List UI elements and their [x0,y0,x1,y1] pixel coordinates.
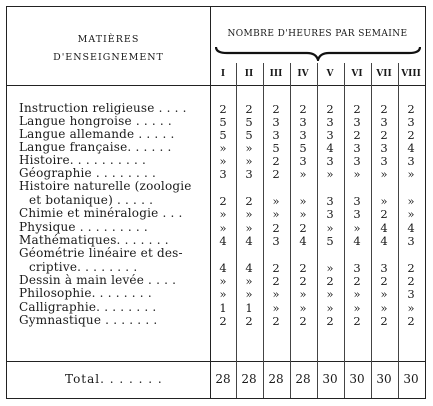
hours-cell: 3 [353,141,361,155]
hours-cell: » [299,194,307,208]
hours-cell: 4 [219,261,227,275]
hours-cell: 2 [380,128,388,142]
hours-cell: » [407,167,415,181]
hours-cell: 4 [219,234,227,248]
total-cell: 28 [268,372,284,386]
subject-label: Chimie et minéralogie . . . [19,206,183,220]
hours-cell: 2 [407,128,415,142]
hours-cell: 2 [272,274,280,288]
subject-label: Physique . . . . . . . . . [19,220,148,234]
hours-cell: » [272,301,280,315]
hours-cell: 3 [219,167,227,181]
hours-cell: » [245,141,253,155]
hours-cell: 4 [299,234,307,248]
hours-cell: » [245,154,253,168]
hours-cell: 2 [245,194,253,208]
hours-cell: 2 [407,314,415,328]
hours-cell: » [272,287,280,301]
total-cell: 30 [403,372,419,386]
hours-cell: 2 [219,314,227,328]
hours-cell: 3 [353,115,361,129]
hours-cell: 3 [326,115,334,129]
hours-cell: 5 [272,141,280,155]
total-divider [7,361,425,362]
subject-label: Histoire. . . . . . . . . . [19,153,147,167]
grade-header-4: IV [297,69,309,79]
hours-header-title: NOMBRE D'HEURES PAR SEMAINE [227,29,408,39]
hours-cell: 2 [272,154,280,168]
hours-cell: » [219,274,227,288]
hours-cell: 2 [299,261,307,275]
hours-cell: 2 [380,314,388,328]
grade-header-2: II [244,69,254,79]
subject-label: et botanique) . . . . . [29,193,154,207]
hours-cell: 2 [245,314,253,328]
hours-cell: 4 [380,234,388,248]
hours-cell: » [219,221,227,235]
hours-cell: 3 [299,154,307,168]
hours-cell: 2 [326,102,334,116]
subjects-header [7,7,211,85]
hours-cell: » [380,287,388,301]
hours-cell: 4 [407,141,415,155]
total-cell: 28 [215,372,231,386]
hours-cell: » [407,207,415,221]
hours-cell: 2 [353,314,361,328]
hours-cell: 3 [380,154,388,168]
grade-header-1: I [220,69,226,79]
hours-cell: 2 [219,102,227,116]
hours-cell: » [299,167,307,181]
hours-table [6,6,426,399]
hours-cell: » [353,287,361,301]
hours-cell: 5 [219,115,227,129]
hours-cell: 4 [353,234,361,248]
hours-cell: » [245,274,253,288]
hours-cell: 2 [326,314,334,328]
hours-cell: 4 [326,141,334,155]
hours-cell: 4 [245,261,253,275]
hours-cell: » [245,287,253,301]
subject-label: Histoire naturelle (zoologie [19,179,192,193]
hours-cell: 2 [326,274,334,288]
hours-cell: 1 [219,301,227,315]
subject-label: Langue allemande . . . . . [19,127,175,141]
hours-cell: » [326,221,334,235]
hours-cell: 2 [272,221,280,235]
hours-cell: 2 [353,102,361,116]
hours-cell: » [380,194,388,208]
hours-cell: » [326,287,334,301]
hours-cell: 2 [272,167,280,181]
hours-cell: 5 [326,234,334,248]
hours-cell: 2 [299,274,307,288]
brace-icon [215,45,421,61]
hours-cell: » [219,141,227,155]
hours-cell: 3 [326,194,334,208]
hours-cell: » [407,194,415,208]
hours-cell: 3 [272,128,280,142]
hours-cell: 2 [407,274,415,288]
subject-label: Géographie . . . . . . . . [19,166,157,180]
hours-cell: 4 [245,234,253,248]
hours-cell: 2 [407,261,415,275]
hours-cell: » [219,154,227,168]
hours-cell: 2 [245,102,253,116]
subject-label: Géométrie linéaire et des- [19,246,183,260]
hours-cell: 2 [353,274,361,288]
hours-cell: » [219,207,227,221]
hours-cell: » [272,207,280,221]
hours-cell: 3 [272,234,280,248]
subject-label: Philosophie. . . . . . . . [19,286,152,300]
total-cell: 30 [349,372,365,386]
hours-cell: 5 [219,128,227,142]
subject-label: Dessin à main levée . . . . [19,273,177,287]
total-label: Total. . . . . . . [65,372,163,386]
hours-cell: 4 [380,221,388,235]
hours-cell: 3 [299,128,307,142]
total-cell: 30 [376,372,392,386]
hours-cell: 3 [245,167,253,181]
total-cell: 28 [295,372,311,386]
hours-cell: 3 [299,115,307,129]
total-cell: 28 [241,372,257,386]
hours-cell: 3 [407,234,415,248]
hours-cell: » [353,167,361,181]
hours-cell: 2 [407,102,415,116]
hours-cell: 2 [299,314,307,328]
hours-cell: 3 [326,128,334,142]
hours-cell: » [326,261,334,275]
hours-cell: » [353,221,361,235]
header-divider [7,85,425,86]
hours-cell: » [380,301,388,315]
hours-cell: 2 [272,314,280,328]
subjects-header-line1: MATIÈRES [77,34,140,45]
hours-cell: 2 [272,102,280,116]
hours-cell: » [326,301,334,315]
hours-cell: » [353,301,361,315]
hours-cell: » [245,207,253,221]
hours-cell: 2 [380,207,388,221]
hours-cell: 3 [380,115,388,129]
subject-label: Instruction religieuse . . . . [19,101,187,115]
hours-cell: 3 [380,261,388,275]
subject-label: Langue hongroise . . . . . [19,114,172,128]
subject-label: Mathématiques. . . . . . . [19,233,169,247]
hours-cell: » [245,221,253,235]
hours-cell: » [219,287,227,301]
hours-cell: » [326,167,334,181]
hours-cell: » [299,207,307,221]
hours-cell: 5 [245,128,253,142]
hours-cell: 3 [407,287,415,301]
hours-cell: » [380,167,388,181]
hours-cell: 2 [299,102,307,116]
hours-cell: 3 [326,207,334,221]
hours-cell: 2 [219,194,227,208]
hours-cell: 3 [407,115,415,129]
hours-cell: 3 [380,141,388,155]
hours-cell: 5 [245,115,253,129]
hours-cell: 3 [353,194,361,208]
hours-cell: 2 [380,274,388,288]
hours-cell: » [407,301,415,315]
grade-header-8: VIII [401,69,421,79]
hours-cell: 2 [380,102,388,116]
hours-cell: 3 [272,115,280,129]
grade-header-7: VII [376,69,392,79]
hours-cell: » [272,194,280,208]
hours-cell: 3 [353,261,361,275]
total-cell: 30 [322,372,338,386]
hours-cell: 1 [245,301,253,315]
hours-cell: 3 [326,154,334,168]
subject-label: Gymnastique . . . . . . . [19,313,158,327]
subject-label: Calligraphie. . . . . . . . [19,300,157,314]
grade-header-6: VI [351,69,363,79]
hours-cell: 2 [272,261,280,275]
hours-cell: 4 [407,221,415,235]
hours-cell: » [299,287,307,301]
hours-cell: » [299,301,307,315]
hours-cell: 3 [353,154,361,168]
hours-cell: 3 [353,207,361,221]
hours-cell: 2 [299,221,307,235]
hours-cell: 3 [407,154,415,168]
subject-label: Langue française. . . . . . [19,140,172,154]
hours-cell: 5 [299,141,307,155]
subjects-header-line2: D'ENSEIGNEMENT [53,52,164,63]
grade-header-3: III [269,69,283,79]
subject-label: criptive. . . . . . . . [29,260,138,274]
grade-header-5: V [326,69,334,79]
hours-cell: 2 [353,128,361,142]
